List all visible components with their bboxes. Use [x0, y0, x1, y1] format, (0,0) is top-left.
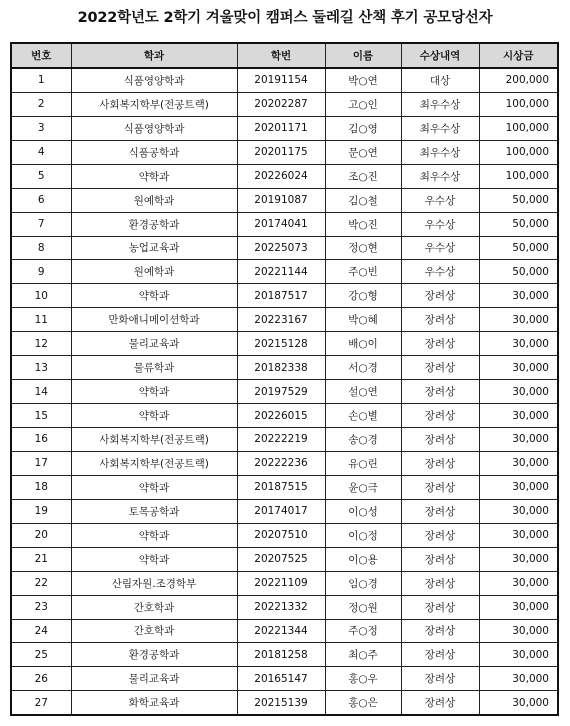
cell-prize: 30,000 [479, 451, 558, 475]
cell-number: 14 [11, 380, 71, 404]
cell-award: 장려상 [401, 691, 479, 715]
cell-department: 약학과 [71, 284, 237, 308]
cell-name: 이○성 [325, 499, 401, 523]
cell-name: 윤○극 [325, 475, 401, 499]
cell-prize: 30,000 [479, 523, 558, 547]
cell-name: 설○연 [325, 380, 401, 404]
cell-student-id: 20201175 [237, 140, 325, 164]
cell-number: 8 [11, 236, 71, 260]
table-row [11, 308, 558, 332]
cell-award: 장려상 [401, 595, 479, 619]
cell-number: 27 [11, 691, 71, 715]
cell-award: 장려상 [401, 571, 479, 595]
cell-name: 박○연 [325, 68, 401, 92]
cell-department: 물리교육과 [71, 332, 237, 356]
cell-number: 7 [11, 212, 71, 236]
cell-department: 농업교육과 [71, 236, 237, 260]
header-number: 번호 [11, 43, 71, 68]
table-row [11, 619, 558, 643]
table-row [11, 451, 558, 475]
cell-name: 손○별 [325, 404, 401, 428]
cell-prize: 30,000 [479, 571, 558, 595]
cell-department: 식품영양학과 [71, 68, 237, 92]
cell-student-id: 20174041 [237, 212, 325, 236]
cell-number: 16 [11, 428, 71, 452]
header-award: 수상내역 [401, 43, 479, 68]
cell-name: 정○현 [325, 236, 401, 260]
table-row [11, 236, 558, 260]
cell-student-id: 20207525 [237, 547, 325, 571]
cell-award: 우수상 [401, 260, 479, 284]
cell-department: 사회복지학부(전공트랙) [71, 428, 237, 452]
cell-name: 김○영 [325, 116, 401, 140]
cell-student-id: 20225073 [237, 236, 325, 260]
header-student-id: 학번 [237, 43, 325, 68]
cell-award: 최우수상 [401, 164, 479, 188]
cell-student-id: 20222219 [237, 428, 325, 452]
cell-award: 장려상 [401, 451, 479, 475]
cell-name: 김○철 [325, 188, 401, 212]
cell-prize: 30,000 [479, 547, 558, 571]
cell-student-id: 20221332 [237, 595, 325, 619]
cell-student-id: 20221109 [237, 571, 325, 595]
cell-number: 13 [11, 356, 71, 380]
table-row [11, 523, 558, 547]
table-row [11, 404, 558, 428]
cell-prize: 30,000 [479, 691, 558, 715]
cell-number: 26 [11, 667, 71, 691]
cell-department: 물류학과 [71, 356, 237, 380]
cell-number: 23 [11, 595, 71, 619]
cell-department: 사회복지학부(전공트랙) [71, 451, 237, 475]
cell-award: 장려상 [401, 619, 479, 643]
table-row [11, 260, 558, 284]
table-body [11, 68, 558, 715]
cell-award: 장려상 [401, 332, 479, 356]
cell-department: 약학과 [71, 380, 237, 404]
cell-name: 주○빈 [325, 260, 401, 284]
cell-name: 최○주 [325, 643, 401, 667]
cell-name: 배○이 [325, 332, 401, 356]
cell-prize: 50,000 [479, 236, 558, 260]
table-row [11, 116, 558, 140]
cell-student-id: 20182338 [237, 356, 325, 380]
table-row [11, 595, 558, 619]
table-row [11, 667, 558, 691]
cell-number: 25 [11, 643, 71, 667]
cell-student-id: 20187515 [237, 475, 325, 499]
cell-name: 이○정 [325, 523, 401, 547]
cell-prize: 30,000 [479, 667, 558, 691]
cell-department: 간호학과 [71, 595, 237, 619]
cell-department: 원예학과 [71, 260, 237, 284]
cell-award: 장려상 [401, 547, 479, 571]
table-row [11, 571, 558, 595]
cell-name: 임○경 [325, 571, 401, 595]
cell-award: 장려상 [401, 428, 479, 452]
cell-department: 약학과 [71, 164, 237, 188]
cell-department: 환경공학과 [71, 212, 237, 236]
cell-prize: 30,000 [479, 428, 558, 452]
cell-award: 장려상 [401, 356, 479, 380]
cell-prize: 30,000 [479, 308, 558, 332]
cell-number: 10 [11, 284, 71, 308]
cell-student-id: 20191154 [237, 68, 325, 92]
page-title: 2022학년도 2학기 겨울맞이 캠퍼스 둘레길 산책 후기 공모당선자 [77, 10, 493, 26]
cell-number: 24 [11, 619, 71, 643]
cell-prize: 100,000 [479, 164, 558, 188]
cell-department: 물리교육과 [71, 667, 237, 691]
cell-prize: 30,000 [479, 475, 558, 499]
winners-table [10, 42, 559, 716]
cell-department: 약학과 [71, 404, 237, 428]
cell-award: 우수상 [401, 212, 479, 236]
cell-award: 최우수상 [401, 116, 479, 140]
cell-award: 우수상 [401, 236, 479, 260]
cell-number: 22 [11, 571, 71, 595]
table-row [11, 188, 558, 212]
cell-award: 최우수상 [401, 140, 479, 164]
cell-student-id: 20221144 [237, 260, 325, 284]
cell-prize: 30,000 [479, 404, 558, 428]
cell-department: 화학교육과 [71, 691, 237, 715]
cell-award: 장려상 [401, 499, 479, 523]
table-row [11, 332, 558, 356]
cell-student-id: 20226024 [237, 164, 325, 188]
cell-name: 홍○우 [325, 667, 401, 691]
cell-department: 사회복지학부(전공트랙) [71, 92, 237, 116]
cell-prize: 100,000 [479, 116, 558, 140]
cell-number: 3 [11, 116, 71, 140]
cell-award: 장려상 [401, 667, 479, 691]
cell-number: 15 [11, 404, 71, 428]
cell-prize: 30,000 [479, 356, 558, 380]
header-name: 이름 [325, 43, 401, 68]
cell-number: 6 [11, 188, 71, 212]
cell-number: 4 [11, 140, 71, 164]
cell-student-id: 20215139 [237, 691, 325, 715]
cell-prize: 30,000 [479, 380, 558, 404]
table-row [11, 475, 558, 499]
cell-number: 19 [11, 499, 71, 523]
cell-department: 만화애니메이션학과 [71, 308, 237, 332]
cell-department: 약학과 [71, 547, 237, 571]
cell-name: 주○정 [325, 619, 401, 643]
cell-name: 송○경 [325, 428, 401, 452]
cell-department: 약학과 [71, 523, 237, 547]
cell-number: 18 [11, 475, 71, 499]
cell-number: 5 [11, 164, 71, 188]
cell-student-id: 20174017 [237, 499, 325, 523]
cell-student-id: 20207510 [237, 523, 325, 547]
cell-prize: 30,000 [479, 619, 558, 643]
table-row [11, 68, 558, 92]
cell-prize: 50,000 [479, 212, 558, 236]
cell-number: 17 [11, 451, 71, 475]
cell-student-id: 20221344 [237, 619, 325, 643]
cell-name: 이○용 [325, 547, 401, 571]
table-row [11, 643, 558, 667]
table-row [11, 164, 558, 188]
cell-number: 12 [11, 332, 71, 356]
cell-student-id: 20201171 [237, 116, 325, 140]
cell-student-id: 20187517 [237, 284, 325, 308]
table-row [11, 212, 558, 236]
cell-student-id: 20165147 [237, 667, 325, 691]
table-row [11, 691, 558, 715]
cell-prize: 30,000 [479, 284, 558, 308]
cell-student-id: 20197529 [237, 380, 325, 404]
cell-department: 식품공학과 [71, 140, 237, 164]
cell-department: 산림자원.조경학부 [71, 571, 237, 595]
cell-award: 장려상 [401, 284, 479, 308]
cell-award: 장려상 [401, 475, 479, 499]
header-department: 학과 [71, 43, 237, 68]
table-row [11, 140, 558, 164]
table-header-row [11, 43, 558, 68]
table-row [11, 547, 558, 571]
cell-award: 장려상 [401, 308, 479, 332]
cell-department: 원예학과 [71, 188, 237, 212]
cell-prize: 30,000 [479, 643, 558, 667]
cell-name: 서○경 [325, 356, 401, 380]
cell-award: 대상 [401, 68, 479, 92]
cell-number: 21 [11, 547, 71, 571]
cell-number: 11 [11, 308, 71, 332]
header-prize: 시상금 [479, 43, 558, 68]
cell-award: 최우수상 [401, 92, 479, 116]
cell-student-id: 20215128 [237, 332, 325, 356]
cell-number: 20 [11, 523, 71, 547]
cell-name: 유○린 [325, 451, 401, 475]
cell-name: 조○진 [325, 164, 401, 188]
cell-name: 박○진 [325, 212, 401, 236]
cell-student-id: 20202287 [237, 92, 325, 116]
cell-prize: 50,000 [479, 260, 558, 284]
cell-number: 2 [11, 92, 71, 116]
cell-prize: 50,000 [479, 188, 558, 212]
cell-name: 강○형 [325, 284, 401, 308]
cell-name: 박○혜 [325, 308, 401, 332]
cell-number: 9 [11, 260, 71, 284]
cell-prize: 30,000 [479, 499, 558, 523]
table-row [11, 92, 558, 116]
cell-number: 1 [11, 68, 71, 92]
cell-department: 토목공학과 [71, 499, 237, 523]
table-row [11, 380, 558, 404]
cell-department: 간호학과 [71, 619, 237, 643]
table-row [11, 499, 558, 523]
cell-award: 우수상 [401, 188, 479, 212]
cell-prize: 100,000 [479, 92, 558, 116]
table-row [11, 356, 558, 380]
cell-award: 장려상 [401, 643, 479, 667]
cell-prize: 30,000 [479, 595, 558, 619]
cell-department: 환경공학과 [71, 643, 237, 667]
cell-department: 식품영양학과 [71, 116, 237, 140]
cell-student-id: 20181258 [237, 643, 325, 667]
cell-name: 고○인 [325, 92, 401, 116]
cell-student-id: 20222236 [237, 451, 325, 475]
cell-prize: 200,000 [479, 68, 558, 92]
cell-prize: 30,000 [479, 332, 558, 356]
cell-department: 약학과 [71, 475, 237, 499]
cell-student-id: 20191087 [237, 188, 325, 212]
cell-award: 장려상 [401, 404, 479, 428]
cell-name: 홍○은 [325, 691, 401, 715]
cell-name: 문○연 [325, 140, 401, 164]
table-row [11, 428, 558, 452]
cell-name: 정○원 [325, 595, 401, 619]
cell-student-id: 20223167 [237, 308, 325, 332]
table-row [11, 284, 558, 308]
cell-prize: 100,000 [479, 140, 558, 164]
cell-award: 장려상 [401, 380, 479, 404]
cell-award: 장려상 [401, 523, 479, 547]
cell-student-id: 20226015 [237, 404, 325, 428]
